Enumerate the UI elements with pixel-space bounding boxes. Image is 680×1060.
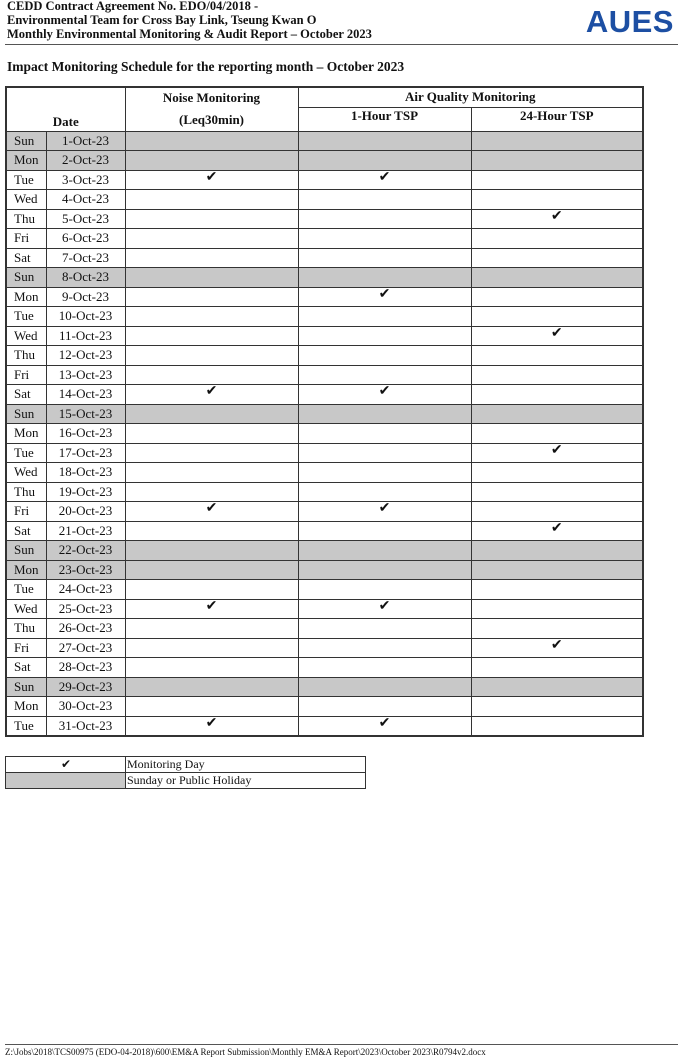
day-cell: Wed: [6, 326, 46, 346]
date-cell: 14-Oct-23: [46, 385, 125, 405]
table-row: [6, 170, 643, 190]
monitoring-schedule-table: [5, 86, 644, 737]
table-row: [6, 307, 643, 327]
noise-cell: [125, 482, 298, 502]
schedule-title: Impact Monitoring Schedule for the reporting month – October 2023: [7, 59, 405, 74]
day-cell: Mon: [6, 287, 46, 307]
date-cell: 17-Oct-23: [46, 443, 125, 463]
noise-cell: [125, 716, 298, 736]
noise-cell: [125, 697, 298, 717]
tsp24-cell: [471, 677, 643, 697]
noise-header-title: Noise Monitoring: [162, 90, 261, 105]
schedule-body: [6, 131, 643, 736]
noise-cell: [125, 151, 298, 171]
day-cell: Thu: [6, 209, 46, 229]
tsp24-cell: [471, 170, 643, 190]
date-cell: 18-Oct-23: [46, 463, 125, 483]
day-cell: Tue: [6, 170, 46, 190]
day-cell: Tue: [6, 716, 46, 736]
tsp1-cell: [298, 482, 471, 502]
date-cell: 1-Oct-23: [46, 131, 125, 151]
date-cell: 22-Oct-23: [46, 541, 125, 561]
tsp24-cell: [471, 131, 643, 151]
table-row: [6, 209, 643, 229]
table-row: [6, 229, 643, 249]
table-row: [6, 580, 643, 600]
date-cell: 3-Oct-23: [46, 170, 125, 190]
noise-cell: [125, 170, 298, 190]
check-icon: ✔: [378, 286, 391, 302]
check-icon: ✔: [550, 325, 563, 341]
day-cell: Fri: [6, 365, 46, 385]
tsp1-cell: [298, 658, 471, 678]
date-cell: 8-Oct-23: [46, 268, 125, 288]
check-icon: ✔: [205, 501, 218, 516]
table-row: [6, 716, 643, 736]
day-cell: Sun: [6, 268, 46, 288]
date-cell: 2-Oct-23: [46, 151, 125, 171]
table-row: [6, 248, 643, 268]
check-icon: ✔: [378, 715, 391, 731]
tsp24-cell: [471, 502, 643, 522]
check-icon: ✔: [378, 501, 391, 516]
tsp1-cell: [298, 697, 471, 717]
check-icon: ✔: [550, 637, 563, 653]
tsp24-cell: [471, 580, 643, 600]
tsp24-cell: [471, 190, 643, 210]
tsp1-cell: [298, 443, 471, 463]
table-row: [6, 638, 643, 658]
header-contract-line: CEDD Contract Agreement No. EDO/04/2018 -: [7, 0, 259, 13]
tsp1-cell: [298, 404, 471, 424]
date-cell: 26-Oct-23: [46, 619, 125, 639]
footer-file-path: Z:\Jobs\2018\TCS00975 (EDO-04-2018)\600\EM&A Report Submission\Monthly EM&A Report\2023\October 2023\R0794v2.docx: [5, 1047, 486, 1057]
tsp24-cell: [471, 229, 643, 249]
tsp1-cell: [298, 229, 471, 249]
tsp1-cell: [298, 463, 471, 483]
tsp24-cell: [471, 424, 643, 444]
table-row: [6, 131, 643, 151]
legend-gray-swatch: [6, 773, 126, 789]
table-row: [6, 151, 643, 171]
check-icon: ✔: [378, 169, 391, 185]
date-cell: 15-Oct-23: [46, 404, 125, 424]
tsp1-cell: [298, 716, 471, 736]
noise-header-unit: (Leq30min): [179, 112, 244, 127]
tsp1-cell: [298, 619, 471, 639]
footer-divider: [5, 1044, 678, 1045]
noise-cell: [125, 502, 298, 522]
date-cell: 11-Oct-23: [46, 326, 125, 346]
table-row: [6, 385, 643, 405]
check-icon: ✔: [205, 715, 218, 731]
table-row: [6, 599, 643, 619]
check-icon: ✔: [378, 384, 391, 399]
table-row: [6, 677, 643, 697]
tsp1-cell: [298, 307, 471, 327]
legend-table: [5, 756, 366, 789]
tsp1-cell: [298, 580, 471, 600]
noise-cell: [125, 346, 298, 366]
table-row: [6, 541, 643, 561]
legend-holiday-label: Sunday or Public Holiday: [126, 773, 366, 789]
date-cell: 6-Oct-23: [46, 229, 125, 249]
tsp24-cell: [471, 346, 643, 366]
date-cell: 5-Oct-23: [46, 209, 125, 229]
day-cell: Fri: [6, 502, 46, 522]
tsp24-cell: [471, 521, 643, 541]
table-row: [6, 443, 643, 463]
noise-cell: [125, 443, 298, 463]
date-cell: 29-Oct-23: [46, 677, 125, 697]
day-cell: Thu: [6, 619, 46, 639]
tsp24-cell: [471, 716, 643, 736]
tsp24-cell: [471, 443, 643, 463]
day-cell: Sat: [6, 658, 46, 678]
noise-cell: [125, 521, 298, 541]
tsp24-cell: [471, 697, 643, 717]
check-icon: ✔: [550, 442, 563, 458]
noise-cell: [125, 463, 298, 483]
noise-cell: [125, 638, 298, 658]
air-quality-header: Air Quality Monitoring: [298, 87, 643, 107]
tsp1-cell: [298, 560, 471, 580]
tsp24-cell: [471, 482, 643, 502]
date-cell: 28-Oct-23: [46, 658, 125, 678]
date-cell: 9-Oct-23: [46, 287, 125, 307]
tsp24-cell: [471, 599, 643, 619]
noise-cell: [125, 209, 298, 229]
legend-check-icon: ✔: [6, 757, 126, 773]
check-icon: ✔: [378, 598, 391, 614]
tsp1-cell: [298, 326, 471, 346]
noise-cell: [125, 658, 298, 678]
date-cell: 31-Oct-23: [46, 716, 125, 736]
tsp24-cell: [471, 638, 643, 658]
tsp24-cell: [471, 541, 643, 561]
noise-cell: [125, 619, 298, 639]
date-cell: 4-Oct-23: [46, 190, 125, 210]
day-cell: Tue: [6, 307, 46, 327]
table-row: [6, 346, 643, 366]
day-cell: Sun: [6, 541, 46, 561]
tsp1-cell: [298, 170, 471, 190]
tsp24-cell: [471, 268, 643, 288]
check-icon: ✔: [205, 169, 218, 185]
date-header: Date: [6, 87, 125, 131]
table-row: [6, 326, 643, 346]
noise-cell: [125, 190, 298, 210]
day-cell: Sat: [6, 385, 46, 405]
date-cell: 27-Oct-23: [46, 638, 125, 658]
tsp1-cell: [298, 638, 471, 658]
noise-cell: [125, 599, 298, 619]
noise-cell: [125, 677, 298, 697]
table-row: [6, 463, 643, 483]
tsp24-cell: [471, 385, 643, 405]
date-cell: 13-Oct-23: [46, 365, 125, 385]
table-row: [6, 482, 643, 502]
date-cell: 20-Oct-23: [46, 502, 125, 522]
noise-cell: [125, 229, 298, 249]
noise-cell: [125, 404, 298, 424]
tsp1-cell: [298, 599, 471, 619]
day-cell: Tue: [6, 580, 46, 600]
tsp1-cell: [298, 541, 471, 561]
noise-cell: [125, 560, 298, 580]
tsp1-cell: [298, 151, 471, 171]
tsp24-cell: [471, 365, 643, 385]
day-cell: Thu: [6, 482, 46, 502]
tsp24-cell: [471, 307, 643, 327]
day-cell: Mon: [6, 151, 46, 171]
day-cell: Sun: [6, 404, 46, 424]
noise-cell: [125, 326, 298, 346]
tsp1-cell: [298, 287, 471, 307]
tsp24-cell: [471, 151, 643, 171]
day-cell: Sun: [6, 131, 46, 151]
check-icon: ✔: [205, 384, 218, 399]
table-row: [6, 268, 643, 288]
table-row: [6, 658, 643, 678]
day-cell: Sun: [6, 677, 46, 697]
date-cell: 24-Oct-23: [46, 580, 125, 600]
tsp1-cell: [298, 209, 471, 229]
noise-cell: [125, 307, 298, 327]
tsp24-cell: [471, 619, 643, 639]
date-cell: 30-Oct-23: [46, 697, 125, 717]
table-row: [6, 502, 643, 522]
day-cell: Wed: [6, 190, 46, 210]
day-cell: Mon: [6, 697, 46, 717]
date-cell: 19-Oct-23: [46, 482, 125, 502]
header-team-line: Environmental Team for Cross Bay Link, Tseung Kwan O: [7, 13, 317, 27]
table-row: [6, 521, 643, 541]
tsp1-cell: [298, 424, 471, 444]
tsp24-cell: [471, 326, 643, 346]
tsp24-cell: [471, 560, 643, 580]
table-row: [6, 190, 643, 210]
tsp24-cell: [471, 463, 643, 483]
tsp1-cell: [298, 248, 471, 268]
date-cell: 21-Oct-23: [46, 521, 125, 541]
noise-cell: [125, 580, 298, 600]
tsp24-cell: [471, 287, 643, 307]
date-cell: 23-Oct-23: [46, 560, 125, 580]
tsp24-cell: [471, 404, 643, 424]
tsp1-cell: [298, 131, 471, 151]
date-cell: 25-Oct-23: [46, 599, 125, 619]
day-cell: Fri: [6, 229, 46, 249]
tsp1-cell: [298, 502, 471, 522]
day-cell: Mon: [6, 560, 46, 580]
tsp-1hour-header: 1-Hour TSP: [298, 107, 471, 131]
legend-monitoring-label: Monitoring Day: [126, 757, 366, 773]
tsp1-cell: [298, 677, 471, 697]
day-cell: Thu: [6, 346, 46, 366]
date-cell: 16-Oct-23: [46, 424, 125, 444]
document-header: [7, 0, 677, 41]
day-cell: Mon: [6, 424, 46, 444]
date-cell: 10-Oct-23: [46, 307, 125, 327]
table-row: [6, 365, 643, 385]
table-row: [6, 697, 643, 717]
noise-header: [125, 87, 298, 131]
date-cell: 12-Oct-23: [46, 346, 125, 366]
table-row: [6, 560, 643, 580]
check-icon: ✔: [550, 520, 563, 536]
tsp24-cell: [471, 658, 643, 678]
table-row: [6, 619, 643, 639]
noise-cell: [125, 248, 298, 268]
header-report-line: Monthly Environmental Monitoring & Audit Report – October 2023: [7, 27, 372, 41]
tsp24-cell: [471, 248, 643, 268]
tsp1-cell: [298, 385, 471, 405]
tsp24-cell: [471, 209, 643, 229]
day-cell: Sat: [6, 521, 46, 541]
noise-cell: [125, 131, 298, 151]
tsp1-cell: [298, 346, 471, 366]
day-cell: Wed: [6, 599, 46, 619]
noise-cell: [125, 268, 298, 288]
day-cell: Sat: [6, 248, 46, 268]
noise-cell: [125, 287, 298, 307]
header-divider: [5, 44, 678, 45]
tsp1-cell: [298, 521, 471, 541]
noise-cell: [125, 385, 298, 405]
noise-cell: [125, 424, 298, 444]
tsp1-cell: [298, 365, 471, 385]
tsp1-cell: [298, 190, 471, 210]
noise-cell: [125, 365, 298, 385]
date-cell: 7-Oct-23: [46, 248, 125, 268]
table-row: [6, 424, 643, 444]
check-icon: ✔: [205, 598, 218, 614]
day-cell: Wed: [6, 463, 46, 483]
check-icon: ✔: [550, 208, 563, 224]
aues-logo: AUES: [585, 4, 674, 39]
table-row: [6, 287, 643, 307]
table-row: [6, 404, 643, 424]
tsp-24hour-header: 24-Hour TSP: [471, 107, 643, 131]
noise-cell: [125, 541, 298, 561]
day-cell: Fri: [6, 638, 46, 658]
tsp1-cell: [298, 268, 471, 288]
day-cell: Tue: [6, 443, 46, 463]
